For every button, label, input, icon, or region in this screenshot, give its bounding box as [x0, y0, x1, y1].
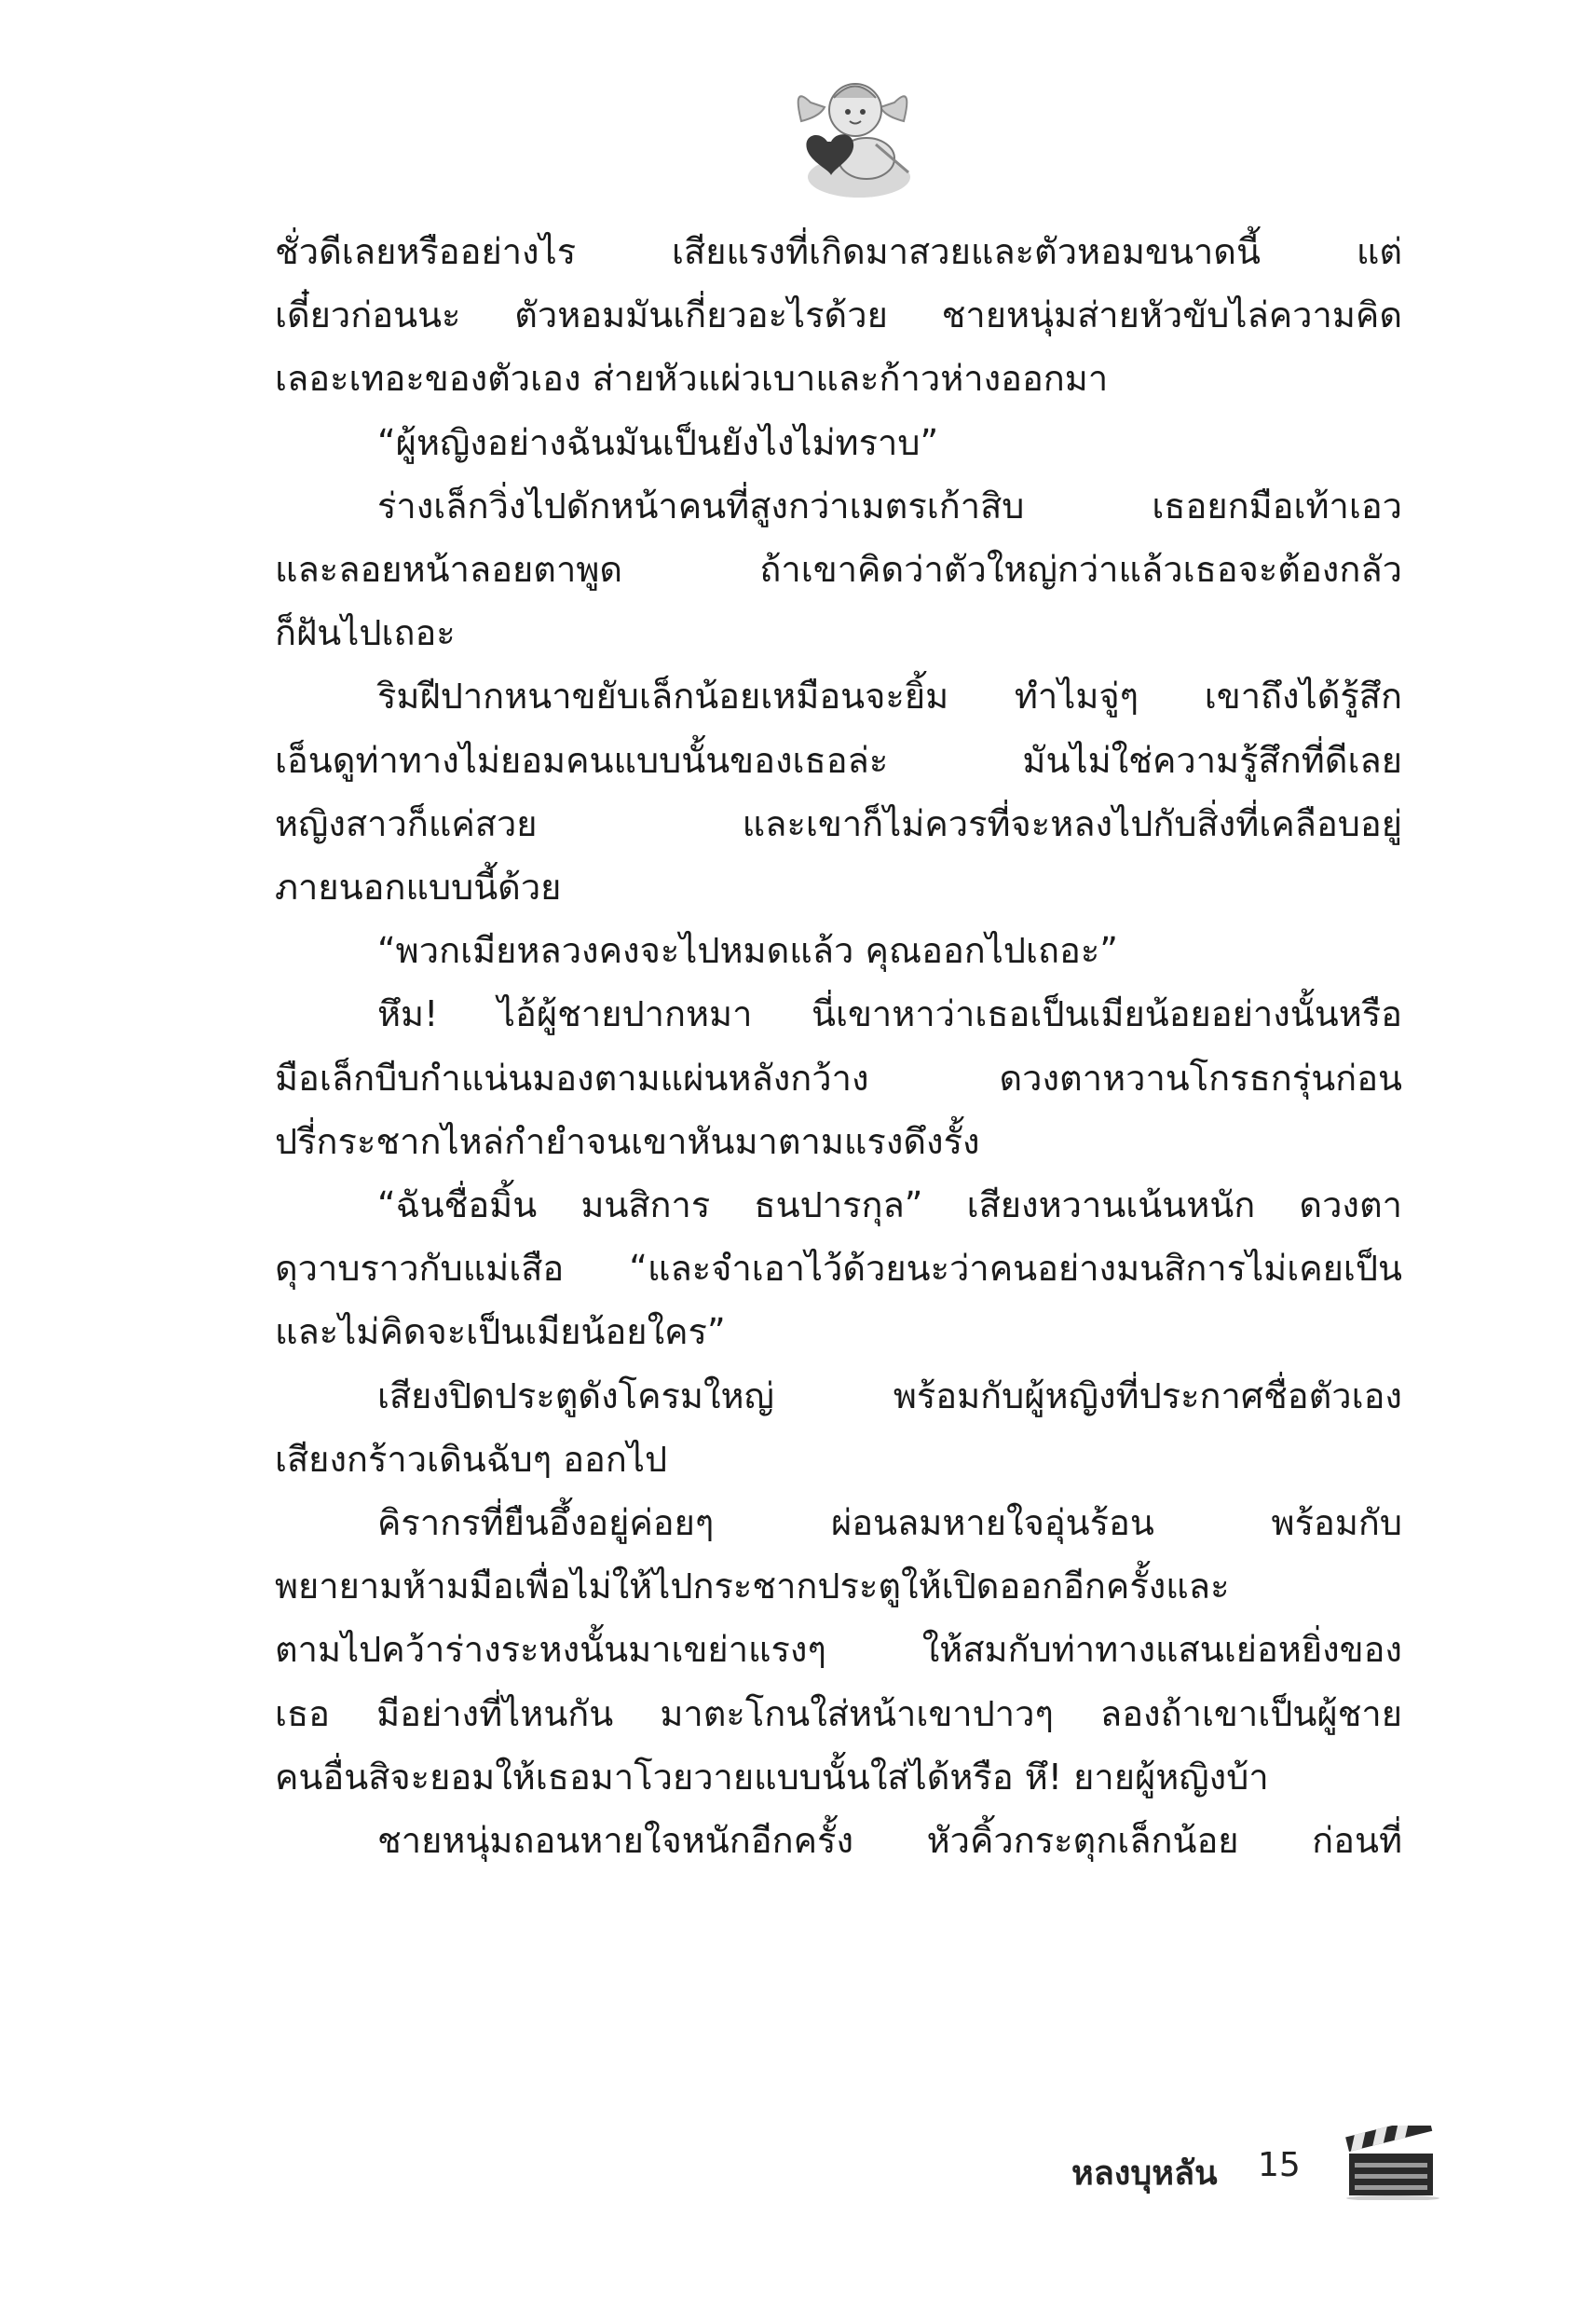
- text-line: เสียงกร้าวเดินฉับๆ ออกไป: [275, 1438, 668, 1480]
- film-clapperboard-icon: [1342, 2126, 1444, 2200]
- text-line: และลอยหน้าลอยตาพูด ถ้าเขาคิดว่าตัวใหญ่กว่าแล้วเธอจะต้องกลัว: [275, 549, 1402, 591]
- text-line: เดี๋ยวก่อนนะ ตัวหอมมันเกี่ยวอะไรด้วย ชายหนุ่มส่ายหัวขับไล่ความคิด: [275, 294, 1402, 336]
- text-line: ชั่วดีเลยหรืออย่างไร เสียแรงที่เกิดมาสวยและตัวหอมขนาดนี้ แต่: [275, 231, 1402, 272]
- text-line: “ฉันชื่อมิ้น มนสิการ ธนปารกุล” เสียงหวานเน้นหนัก ดวงตา: [377, 1184, 1402, 1226]
- text-line: ริมฝีปากหนาขยับเล็กน้อยเหมือนจะยิ้ม ทำไมจู่ๆ เขาถึงได้รู้สึก: [377, 676, 1402, 718]
- body-text: [275, 220, 1402, 1872]
- text-line: “ผู้หญิงอย่างฉันมันเป็นยังไงไม่ทราบ”: [377, 421, 939, 463]
- text-line: เลอะเทอะของตัวเอง ส่ายหัวแผ่วเบาและก้าวห่างออกมา: [275, 358, 1109, 400]
- cupid-holding-heart-icon: [783, 65, 922, 205]
- text-line: ร่างเล็กวิ่งไปดักหน้าคนที่สูงกว่าเมตรเก้าสิบ เธอยกมือเท้าเอว: [377, 485, 1402, 526]
- book-title: หลงบุหลัน: [1071, 2154, 1218, 2193]
- text-line: มือเล็กบีบกำแน่นมองตามแผ่นหลังกว้าง ดวงตาหวานโกรธกรุ่นก่อน: [275, 1057, 1402, 1099]
- text-line: หึม! ไอ้ผู้ชายปากหมา นี่เขาหาว่าเธอเป็นเมียน้อยอย่างนั้นหรือ: [377, 993, 1402, 1035]
- text-line: ดุวาบราวกับแม่เสือ “และจำเอาไว้ด้วยนะว่าคนอย่างมนสิการไม่เคยเป็น: [275, 1248, 1402, 1290]
- text-line: หญิงสาวก็แค่สวย และเขาก็ไม่ควรที่จะหลงไปกับสิ่งที่เคลือบอยู่: [275, 802, 1402, 844]
- page-footer: [1071, 2139, 1463, 2204]
- text-line: ก็ฝันไปเถอะ: [275, 612, 456, 654]
- text-line: ตามไปคว้าร่างระหงนั้นมาเขย่าแรงๆ ให้สมกับท่าทางแสนเย่อหยิ่งของ: [275, 1629, 1402, 1671]
- text-line: พยายามห้ามมือเพื่อไม่ให้ไปกระชากประตูให้เปิดออกอีกครั้งและ: [275, 1566, 1230, 1607]
- text-line: “พวกเมียหลวงคงจะไปหมดแล้ว คุณออกไปเถอะ”: [377, 930, 1118, 972]
- text-line: เธอ มีอย่างที่ไหนกัน มาตะโกนใส่หน้าเขาปาวๆ ลองถ้าเขาเป็นผู้ชาย: [275, 1692, 1402, 1734]
- text-line: เสียงปิดประตูดังโครมใหญ่ พร้อมกับผู้หญิงที่ประกาศชื่อตัวเอง: [377, 1374, 1402, 1416]
- text-line: คนอื่นสิจะยอมให้เธอมาโวยวายแบบนั้นใส่ได้หรือ หึ! ยายผู้หญิงบ้า: [275, 1756, 1269, 1798]
- text-line: และไม่คิดจะเป็นเมียน้อยใคร”: [275, 1311, 726, 1353]
- text-line: ชายหนุ่มถอนหายใจหนักอีกครั้ง หัวคิ้วกระตุกเล็กน้อย ก่อนที่: [377, 1820, 1402, 1862]
- page-number: 15: [1258, 2146, 1301, 2184]
- text-line: ปรี่กระชากไหล่กำยำจนเขาหันมาตามแรงดึงรั้ง: [275, 1120, 980, 1162]
- text-line: คิรากรที่ยืนอึ้งอยู่ค่อยๆ ผ่อนลมหายใจอุ่นร้อน พร้อมกับ: [377, 1502, 1402, 1544]
- text-line: ภายนอกแบบนี้ด้วย: [275, 867, 562, 909]
- text-line: เอ็นดูท่าทางไม่ยอมคนแบบนั้นของเธอล่ะ มันไม่ใช่ความรู้สึกที่ดีเลย: [275, 739, 1402, 781]
